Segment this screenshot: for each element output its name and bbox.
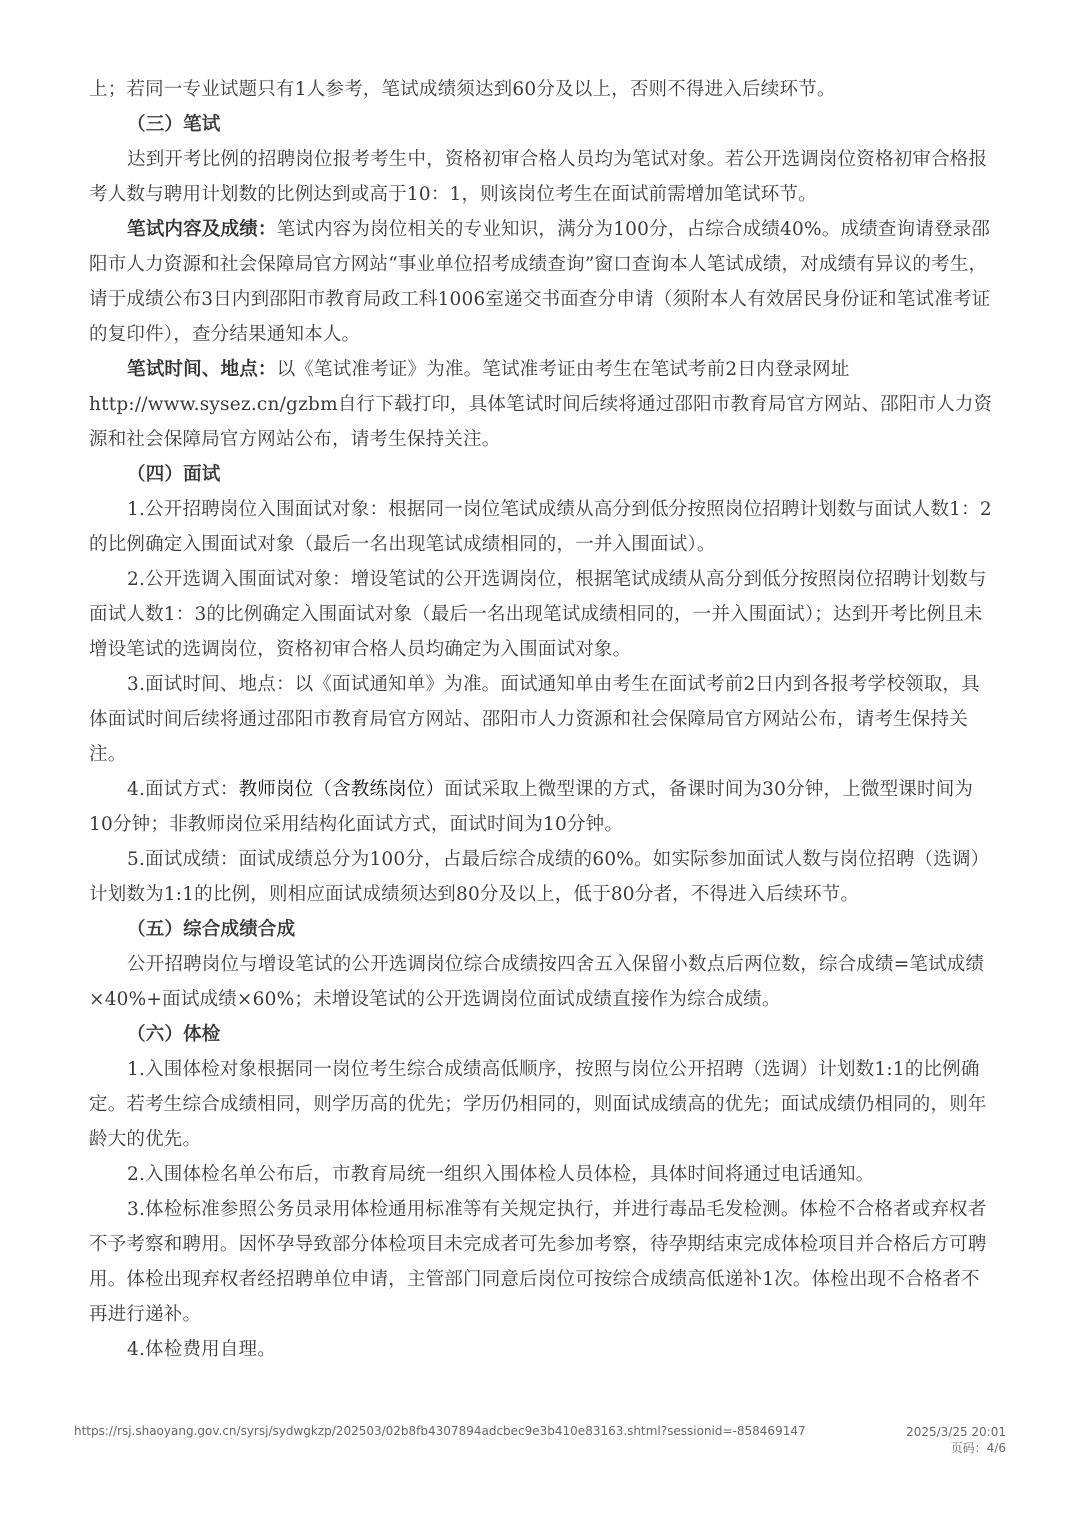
paragraph-combined-score: 公开招聘岗位与增设笔试的公开选调岗位综合成绩按四舍五入保留小数点后两位数，综合成绩=笔试成绩×40%+面试成绩×60%；未增设笔试的公开选调岗位面试成绩直接作为综合成绩。 bbox=[89, 954, 985, 1010]
footer-url: https://rsj.shaoyang.gov.cn/syrsj/sydwgkzp/202503/02b8fb4307894adcbec9e3b410e83163.shtml?sessionid=-858469147 bbox=[74, 1424, 806, 1438]
paragraph-interview-2: 2.公开选调入围面试对象：增设笔试的公开选调岗位，根据笔试成绩从高分到低分按照岗位招聘计划数与面试人数1：3的比例确定入围面试对象（最后一名出现笔试成绩相同的，一并入围面试）；达到开考比例且未增设笔试的选调岗位，资格初审合格人员均确定为入围面试对象。 bbox=[89, 569, 987, 660]
paragraph-medical-2: 2.入围体检名单公布后，市教育局统一组织入围体检人员体检，具体时间将通过电话通知。 bbox=[127, 1164, 875, 1185]
label-written-exam-time: 笔试时间、地点： bbox=[127, 359, 277, 380]
paragraph-continuation: 上；若同一专业试题只有1人参考，笔试成绩须达到60分及以上，否则不得进入后续环节。 bbox=[89, 79, 836, 100]
text-written-exam-time: 以《笔试准考证》为准。笔试准考证由考生在笔试考前2日内登录网址http://www.sysez.cn/gzbm自行下载打印，具体笔试时间后续将通过邵阳市教育局官方网站、邵阳市人力资源和社会保障局官方网站公布，请考生保持关注。 bbox=[89, 359, 993, 450]
paragraph-interview-3: 3.面试时间、地点：以《面试通知单》为准。面试通知单由考生在面试考前2日内到各报考学校领取，具体面试时间后续将通过邵阳市教育局官方网站、邵阳市人力资源和社会保障局官方网站公布，请考生保持关注。 bbox=[89, 674, 980, 765]
section-heading-written-exam: （三）笔试 bbox=[127, 114, 221, 135]
document-body bbox=[89, 72, 993, 1367]
text-interview-method-label: 4.面试方式： bbox=[127, 779, 239, 800]
label-written-exam-content: 笔试内容及成绩： bbox=[127, 219, 277, 240]
paragraph-medical-4: 4.体检费用自理。 bbox=[127, 1339, 276, 1360]
paragraph-interview-4 bbox=[89, 772, 993, 842]
paragraph-written-exam-scope: 达到开考比例的招聘岗位报考考生中，资格初审合格人员均为笔试对象。若公开选调岗位资格初审合格报考人数与聘用计划数的比例达到或高于10：1，则该岗位考生在面试前需增加笔试环节。 bbox=[89, 149, 988, 205]
section-heading-interview: （四）面试 bbox=[127, 464, 221, 485]
paragraph-written-exam-time bbox=[89, 352, 993, 457]
footer-datetime: 2025/3/25 20:01 bbox=[906, 1425, 1006, 1439]
paragraph-medical-3: 3.体检标准参照公务员录用体检通用标准等有关规定执行，并进行毒品毛发检测。体检不合格者或弃权者不予考察和聘用。因怀孕导致部分体检项目未完成者可先参加考察，待孕期结束完成体检项目并合格后方可聘用。体检出现弃权者经招聘单位申请，主管部门同意后岗位可按综合成绩高低递补1次。体检出现不合格者不再进行递补。 bbox=[89, 1199, 987, 1325]
text-written-exam-content: 笔试内容为岗位相关的专业知识，满分为100分，占综合成绩40%。成绩查询请登录邵阳市人力资源和社会保障局官方网站“事业单位招考成绩查询”窗口查询本人笔试成绩，对成绩有异议的考生，请于成绩公布3日内到邵阳市教育局政工科1006室递交书面查分申请（须附本人有效居民身份证和笔试准考证的复印件），查分结果通知本人。 bbox=[89, 219, 991, 345]
paragraph-medical-1: 1.入围体检对象根据同一岗位考生综合成绩高低顺序，按照与岗位公开招聘（选调）计划数1:1的比例确定。若考生综合成绩相同，则学历高的优先；学历仍相同的，则面试成绩高的优先；面试成绩仍相同的，则年龄大的优先。 bbox=[89, 1059, 987, 1150]
paragraph-written-exam-content bbox=[89, 212, 993, 352]
section-heading-medical-exam: （六）体检 bbox=[127, 1024, 221, 1045]
footer-page-number: 页码：4/6 bbox=[950, 1441, 1006, 1455]
section-heading-combined-score: （五）综合成绩合成 bbox=[127, 919, 296, 940]
text-interview-method: 面试采取上微型课的方式，备课时间为30分钟，上微型课时间为10分钟；非教师岗位采用结构化面试方式，面试时间为10分钟。 bbox=[89, 779, 974, 835]
paragraph-interview-5: 5.面试成绩：面试成绩总分为100分，占最后综合成绩的60%。如实际参加面试人数与岗位招聘（选调）计划数为1:1的比例，则相应面试成绩须达到80分及以上，低于80分者，不得进入后续环节。 bbox=[89, 849, 990, 905]
paragraph-interview-1: 1.公开招聘岗位入围面试对象：根据同一岗位笔试成绩从高分到低分按照岗位招聘计划数与面试人数1：2的比例确定入围面试对象（最后一名出现笔试成绩相同的，一并入围面试）。 bbox=[89, 499, 992, 555]
footer-meta bbox=[906, 1424, 1006, 1456]
text-teacher-positions: 教师岗位（含教练岗位） bbox=[238, 779, 445, 800]
